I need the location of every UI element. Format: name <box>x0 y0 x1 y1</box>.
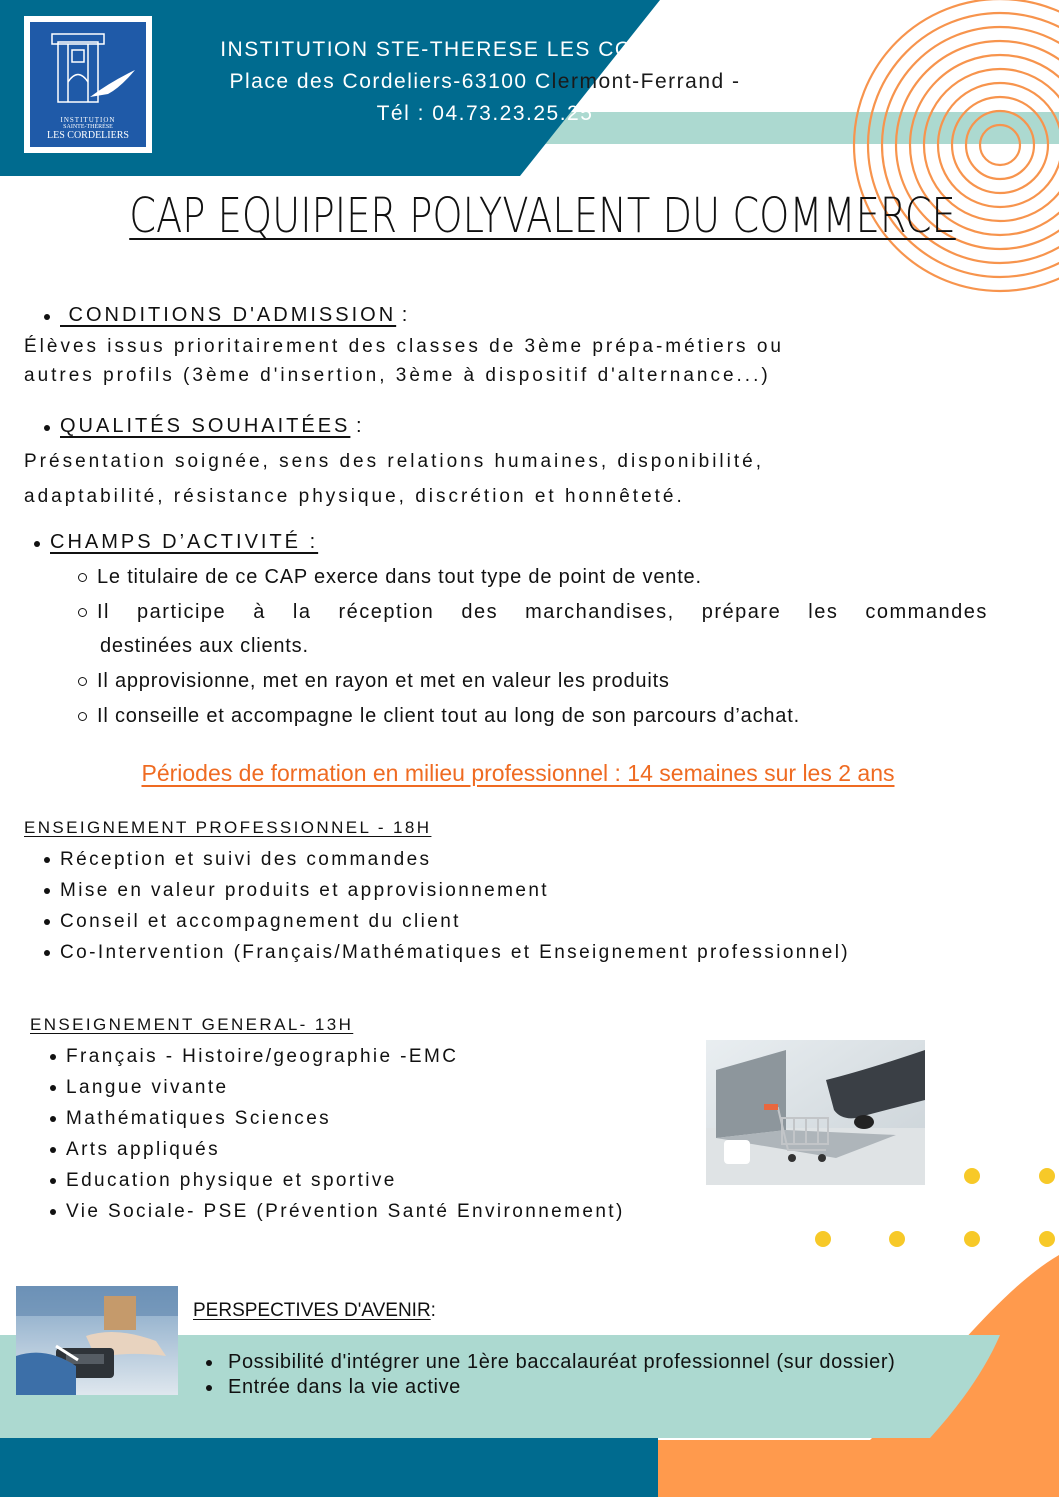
list-item <box>44 844 850 875</box>
bullet-dot <box>44 888 50 894</box>
champs-item-2 <box>78 601 1020 624</box>
list-item <box>50 1072 625 1103</box>
champs-item-2-cont: destinées aux clients. <box>100 635 309 657</box>
bullet-dot <box>206 1360 212 1366</box>
list-item-text: Conseil et accompagnement du client <box>60 911 461 932</box>
general-list <box>50 1041 625 1227</box>
address-part-2: lermont-Ferrand - <box>551 70 741 93</box>
list-item-text: Français - Histoire/geographie -EMC <box>66 1046 459 1067</box>
admission-heading: CONDITIONS D'ADMISSION <box>60 304 397 326</box>
pro-list <box>44 844 850 968</box>
list-item-text: Entrée dans la vie active <box>228 1376 461 1398</box>
institution-logo <box>24 16 152 153</box>
header-contact <box>170 34 800 130</box>
list-item <box>206 1350 895 1375</box>
list-item <box>50 1134 625 1165</box>
bullet-dot <box>44 857 50 863</box>
champs-item-4 <box>78 705 800 728</box>
institution-phone: Tél : 04.73.23.25.25 <box>376 102 594 125</box>
pro-heading: ENSEIGNEMENT PROFESSIONNEL - 18H <box>24 818 432 837</box>
logo-line-3: LES CORDELIERS <box>47 129 129 141</box>
list-item <box>44 875 850 906</box>
champs-item-1 <box>78 566 702 589</box>
list-item-text: Mise en valeur produits et approvisionnement <box>60 880 549 901</box>
qualites-colon: : <box>350 415 362 437</box>
list-item-text: Co-Intervention (Français/Mathématiques et Enseignement professionnel) <box>60 942 851 963</box>
champs-item-text: Il approvisionne, met en rayon et met en valeur les produits <box>97 670 670 692</box>
admission-heading-row <box>44 304 407 327</box>
circle-bullet <box>78 573 87 582</box>
bullet-dot <box>44 919 50 925</box>
champs-item-3 <box>78 670 670 693</box>
qualites-heading-row <box>44 415 362 438</box>
page-title: CAP EQUIPIER POLYVALENT DU COMMERCE <box>129 188 956 244</box>
bullet-dot <box>50 1178 56 1184</box>
list-item <box>44 937 850 968</box>
list-item-text: Vie Sociale- PSE (Prévention Santé Environnement) <box>66 1201 625 1222</box>
address-part-1: Place des Cordeliers-63100 C <box>229 70 552 93</box>
list-item-text: Arts appliqués <box>66 1139 221 1160</box>
periodes-formation: Périodes de formation en milieu professionnel : 14 semaines sur les 2 ans <box>141 760 895 786</box>
list-item <box>44 906 850 937</box>
bullet-dot <box>34 541 40 547</box>
general-heading: ENSEIGNEMENT GENERAL- 13H <box>30 1015 354 1034</box>
list-item <box>50 1103 625 1134</box>
champs-heading-row <box>34 531 318 554</box>
bullet-dot <box>50 1147 56 1153</box>
list-item <box>206 1375 895 1400</box>
perspectives-heading-row <box>193 1300 436 1322</box>
qualites-line-1: Présentation soignée, sens des relations humaines, disponibilité, <box>24 451 764 472</box>
list-item <box>50 1165 625 1196</box>
bullet-dot <box>50 1085 56 1091</box>
bullet-dot <box>50 1054 56 1060</box>
list-item <box>50 1041 625 1072</box>
circle-bullet <box>78 677 87 686</box>
bullet-dot <box>44 950 50 956</box>
institution-name: INSTITUTION STE-THERESE LES CORDELIERS <box>220 38 750 61</box>
champs-item-text: Il conseille et accompagne le client tout au long de son parcours d’achat. <box>97 705 800 727</box>
list-item-text: Langue vivante <box>66 1077 229 1098</box>
perspectives-colon: : <box>430 1300 436 1321</box>
champs-item-text: Il participe à la réception des marchandises, prépare les commandes <box>97 601 988 623</box>
list-item-text: Possibilité d'intégrer une 1ère baccalauréat professionnel (sur dossier) <box>228 1351 896 1373</box>
circle-bullet <box>78 608 87 617</box>
logo-line-1: INSTITUTION <box>60 115 116 124</box>
perspectives-list <box>206 1350 895 1400</box>
list-item <box>50 1196 625 1227</box>
champs-item-text: Le titulaire de ce CAP exerce dans tout type de point de vente. <box>97 566 702 588</box>
bullet-dot <box>206 1385 212 1391</box>
admission-line-1: Élèves issus prioritairement des classes de 3ème prépa-métiers ou <box>24 336 784 357</box>
qualites-heading: QUALITÉS SOUHAITÉES <box>60 415 351 437</box>
bullet-dot <box>44 425 50 431</box>
list-item-text: Education physique et sportive <box>66 1170 397 1191</box>
bullet-dot <box>50 1209 56 1215</box>
qualites-line-2: adaptabilité, résistance physique, discrétion et honnêteté. <box>24 486 685 507</box>
bullet-dot <box>44 314 50 320</box>
bullet-dot <box>50 1116 56 1122</box>
champs-heading: CHAMPS D’ACTIVITÉ : <box>50 531 319 553</box>
institution-address <box>170 66 800 98</box>
logo-line-2: SAINTE-THÉRÈSE <box>63 124 113 131</box>
circle-bullet <box>78 712 87 721</box>
admission-colon: : <box>396 304 408 326</box>
list-item-text: Mathématiques Sciences <box>66 1108 332 1129</box>
shopping-cart-photo <box>706 1040 925 1185</box>
list-item-text: Réception et suivi des commandes <box>60 849 432 870</box>
delivery-photo <box>16 1286 178 1395</box>
admission-line-2: autres profils (3ème d'insertion, 3ème à dispositif d'alternance...) <box>24 365 771 386</box>
perspectives-heading: PERSPECTIVES D'AVENIR <box>193 1300 431 1321</box>
